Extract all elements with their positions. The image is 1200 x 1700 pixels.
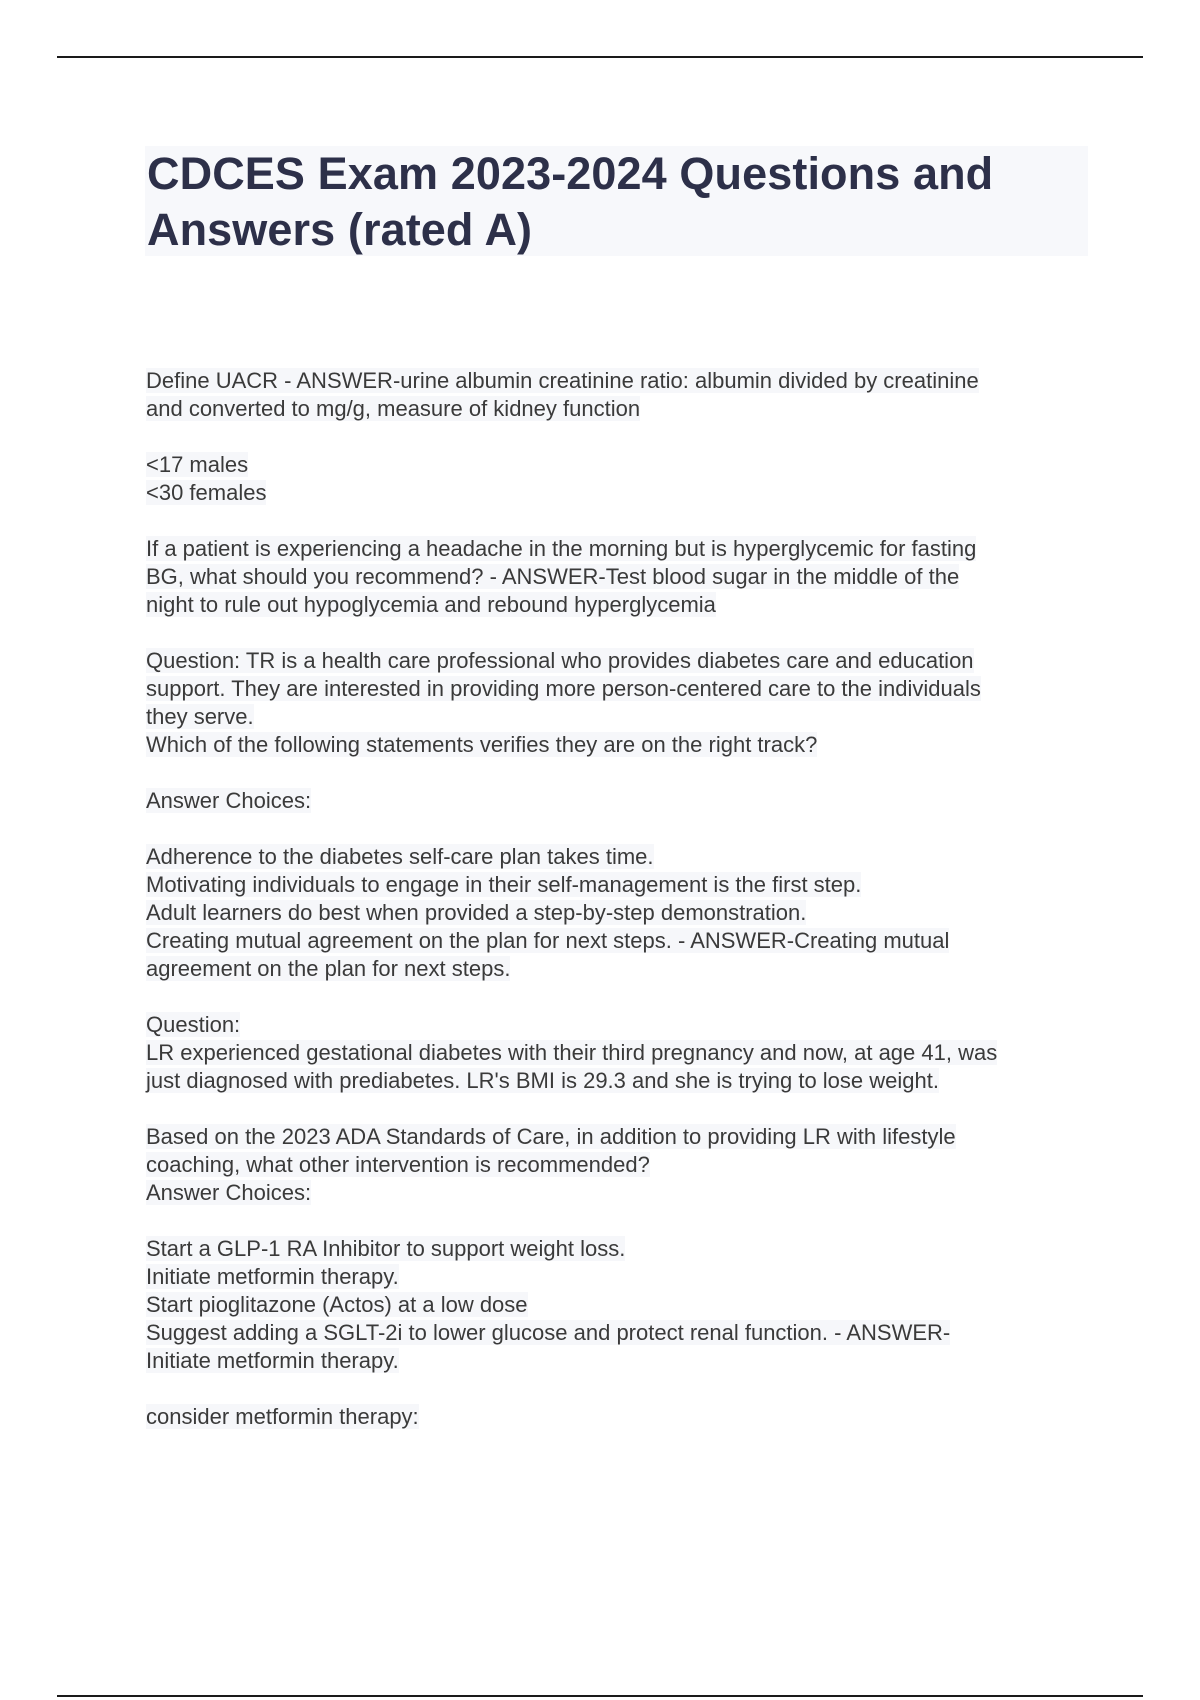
title-block bbox=[145, 146, 1088, 256]
answer-choices bbox=[146, 1235, 1096, 1375]
text-line: Answer Choices: bbox=[146, 1180, 312, 1205]
text-line: agreement on the plan for next steps. bbox=[146, 956, 511, 981]
text-line: <30 females bbox=[146, 480, 267, 505]
text-line: Which of the following statements verifies they are on the right track? bbox=[146, 732, 818, 757]
text-line: Suggest adding a SGLT-2i to lower glucose and protect renal function. - ANSWER- bbox=[146, 1320, 951, 1345]
text-line: BG, what should you recommend? - ANSWER-Test blood sugar in the middle of the bbox=[146, 564, 960, 589]
text-line: Question: TR is a health care professional who provides diabetes care and education bbox=[146, 648, 974, 673]
qa-paragraph bbox=[146, 535, 1096, 619]
bottom-rule bbox=[57, 1695, 1143, 1697]
text-line: support. They are interested in providing more person-centered care to the individuals bbox=[146, 676, 981, 701]
text-line: Adult learners do best when provided a step-by-step demonstration. bbox=[146, 900, 807, 925]
top-rule bbox=[57, 56, 1143, 58]
qa-paragraph bbox=[146, 787, 1096, 815]
text-line: and converted to mg/g, measure of kidney function bbox=[146, 396, 641, 421]
text-line: Answer Choices: bbox=[146, 788, 312, 813]
text-line: Creating mutual agreement on the plan for next steps. - ANSWER-Creating mutual bbox=[146, 928, 950, 953]
qa-paragraph bbox=[146, 647, 1096, 759]
text-line: coaching, what other intervention is recommended? bbox=[146, 1152, 650, 1177]
text-line: <17 males bbox=[146, 452, 249, 477]
text-line: consider metformin therapy: bbox=[146, 1404, 419, 1429]
text-line: just diagnosed with prediabetes. LR's BMI is 29.3 and she is trying to lose weight. bbox=[146, 1068, 939, 1093]
text-line: LR experienced gestational diabetes with their third pregnancy and now, at age 41, was bbox=[146, 1040, 998, 1065]
text-line: Question: bbox=[146, 1012, 241, 1037]
text-line: Based on the 2023 ADA Standards of Care, in addition to providing LR with lifestyle bbox=[146, 1124, 956, 1149]
text-line: Initiate metformin therapy. bbox=[146, 1264, 399, 1289]
qa-paragraph bbox=[146, 1123, 1096, 1207]
document-title bbox=[145, 146, 1088, 258]
text-line: they serve. bbox=[146, 704, 254, 729]
qa-paragraph bbox=[146, 1403, 1096, 1431]
answer-choices bbox=[146, 843, 1096, 983]
text-line: Initiate metformin therapy. bbox=[146, 1348, 399, 1373]
text-line: Start pioglitazone (Actos) at a low dose bbox=[146, 1292, 528, 1317]
qa-paragraph bbox=[146, 367, 1096, 423]
text-line: Adherence to the diabetes self-care plan takes time. bbox=[146, 844, 654, 869]
text-line: Motivating individuals to engage in their self-management is the first step. bbox=[146, 872, 862, 897]
text-line: If a patient is experiencing a headache in the morning but is hyperglycemic for fasting bbox=[146, 536, 977, 561]
document-title-line: CDCES Exam 2023-2024 Questions and bbox=[147, 148, 994, 199]
text-line: night to rule out hypoglycemia and rebound hyperglycemia bbox=[146, 592, 716, 617]
document-body bbox=[146, 367, 1096, 1459]
qa-paragraph bbox=[146, 451, 1096, 507]
document-title-line: Answers (rated A) bbox=[147, 204, 533, 255]
qa-paragraph bbox=[146, 1011, 1096, 1095]
text-line: Start a GLP-1 RA Inhibitor to support weight loss. bbox=[146, 1236, 626, 1261]
text-line: Define UACR - ANSWER-urine albumin creatinine ratio: albumin divided by creatinine bbox=[146, 368, 979, 393]
